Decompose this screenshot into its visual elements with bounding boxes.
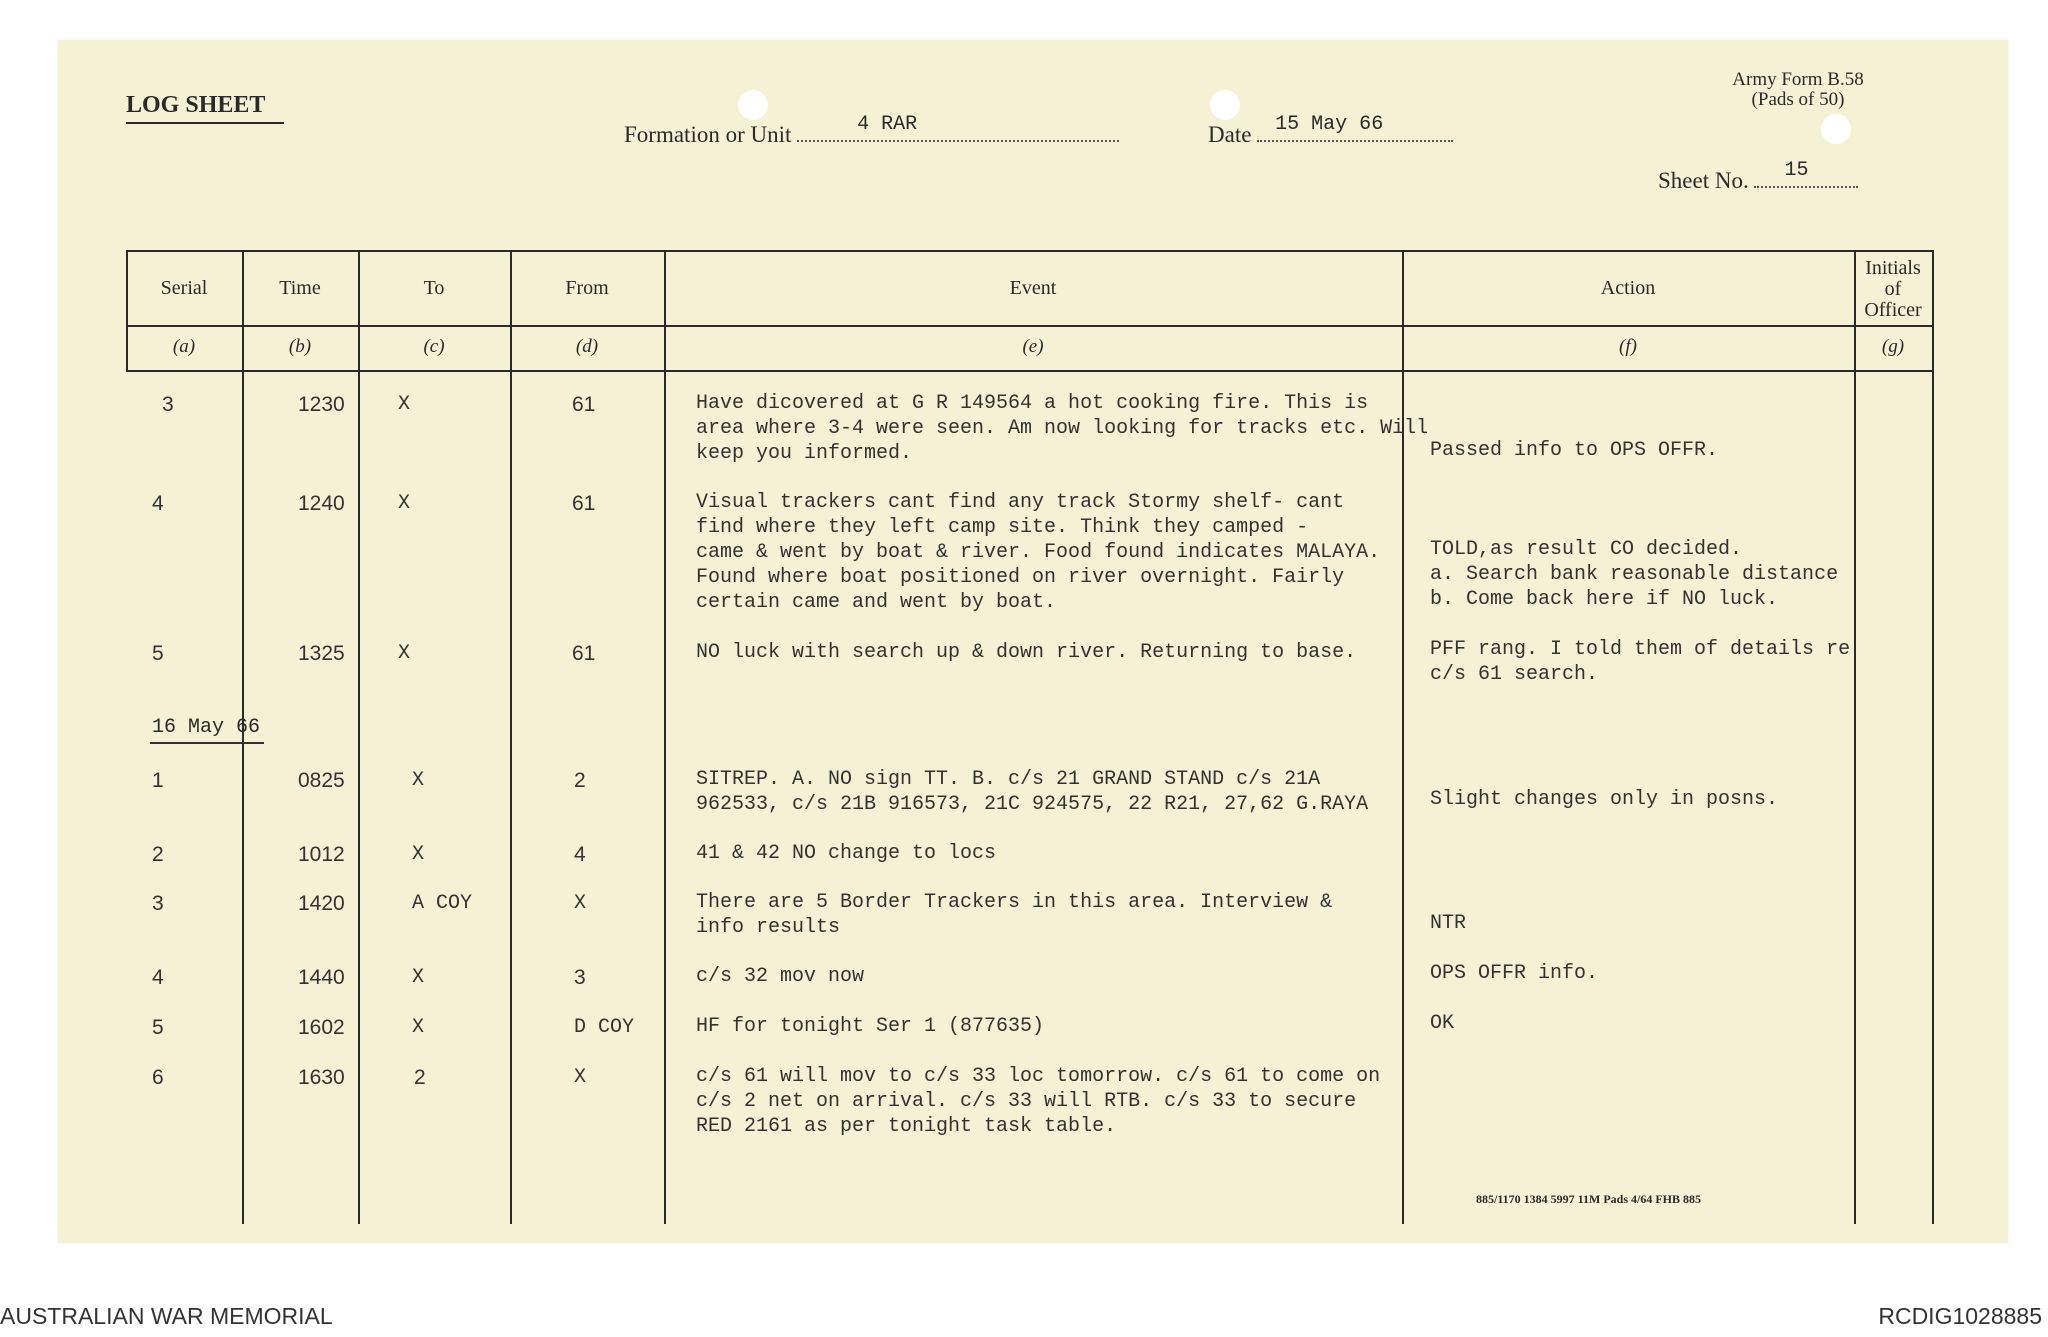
event-cell: HF for tonight Ser 1 (877635)	[696, 1015, 1045, 1038]
table-right-border	[1932, 250, 1934, 1224]
action-cell: TOLD,as result CO decided. a. Search bank reasonable distance b. Come back here if NO luck.	[1430, 538, 1839, 611]
serial-cell: 6	[152, 1066, 164, 1089]
date-label: Date	[1208, 122, 1252, 147]
time-cell: 1230	[298, 393, 345, 416]
col-header-serial: Serial	[160, 277, 208, 299]
event-cell: SITREP. A. NO sign TT. B. c/s 21 GRAND STAND c/s 21A 962533, c/s 21B 916573, 21C 924575, 22 R21, 27,62 G.RAYA	[696, 768, 1369, 816]
time-cell: 1440	[298, 966, 345, 989]
action-cell: NTR	[1430, 912, 1467, 935]
time-cell: 1420	[298, 892, 345, 915]
form-ref-line1: Army Form B.58	[1732, 69, 1864, 90]
event-cell: Visual trackers cant find any track Stormy shelf- cant find where they left camp site. Think they camped - came & went by boat & river. Food found indicates MALAYA. Found where boat positioned on river overnight. Fairly certain came and went by boat.	[696, 491, 1381, 614]
archive-id: RCDIG1028885	[1878, 1303, 2042, 1329]
formation-label: Formation or Unit	[624, 122, 792, 147]
form-ref-line2: (Pads of 50)	[1751, 89, 1845, 110]
print-code: 885/1170 1384 5997 11M Pads 4/64 FHB 885	[1476, 1192, 1702, 1206]
time-cell: 1012	[298, 843, 345, 866]
serial-cell: 5	[152, 642, 164, 665]
action-cell: Passed info to OPS OFFR.	[1430, 439, 1719, 462]
col-letter-g: (g)	[1881, 336, 1905, 357]
time-cell: 1325	[298, 642, 345, 665]
col-letter-e: (e)	[1022, 336, 1044, 357]
column-divider	[1854, 250, 1856, 1224]
to-cell: 2	[414, 1066, 426, 1089]
col-letter-f: (f)	[1619, 336, 1637, 357]
date-divider-underline	[150, 742, 264, 744]
to-cell: X	[412, 966, 425, 989]
event-cell: 41 & 42 NO change to locs	[696, 842, 997, 865]
action-cell: OPS OFFR info.	[1430, 962, 1599, 985]
col-letter-c: (c)	[423, 336, 445, 357]
col-header-action: Action	[1600, 277, 1656, 299]
action-cell: Slight changes only in posns.	[1430, 788, 1779, 811]
form-title: LOG SHEET	[126, 92, 266, 118]
from-cell: 2	[574, 769, 586, 792]
column-divider	[358, 250, 360, 1224]
from-cell: 61	[572, 393, 596, 416]
event-cell: c/s 32 mov now	[696, 965, 865, 988]
serial-cell: 1	[152, 769, 164, 792]
col-letter-a: (a)	[172, 336, 196, 357]
event-cell: There are 5 Border Trackers in this area. Interview & info results	[696, 891, 1333, 939]
serial-cell: 4	[152, 492, 164, 515]
to-cell: X	[412, 769, 425, 792]
col-header-event: Event	[1009, 277, 1057, 299]
header-divider	[126, 325, 1932, 327]
from-cell: X	[574, 1066, 587, 1089]
event-cell: Have dicovered at G R 149564 a hot cooking fire. This is area where 3-4 were seen. Am now looking for tracks etc. Will keep you informed.	[696, 392, 1429, 465]
col-header-from: From	[565, 277, 609, 299]
formation-value: 4 RAR	[857, 113, 918, 136]
col-header-initials-line2: of	[1884, 278, 1902, 300]
to-cell: X	[412, 1016, 425, 1039]
col-header-to: To	[423, 277, 445, 299]
time-cell: 0825	[298, 769, 345, 792]
col-header-initials	[1854, 258, 1932, 321]
to-cell: X	[398, 492, 411, 515]
serial-cell: 2	[152, 843, 164, 866]
to-cell: X	[398, 393, 411, 416]
serial-cell: 5	[152, 1016, 164, 1039]
column-divider	[664, 250, 666, 1224]
column-divider	[510, 250, 512, 1224]
time-cell: 1630	[298, 1066, 345, 1089]
from-cell: X	[574, 892, 587, 915]
letter-row-divider	[126, 370, 1932, 372]
serial-cell: 4	[152, 966, 164, 989]
to-cell: A COY	[412, 892, 473, 915]
action-cell: OK	[1430, 1012, 1455, 1035]
col-header-initials-line1: Initials	[1865, 257, 1921, 279]
log-sheet-paper	[58, 40, 2008, 1243]
sheet-label: Sheet No.	[1658, 168, 1749, 193]
serial-cell: 3	[152, 892, 164, 915]
date-divider: 16 May 66	[152, 716, 261, 739]
time-cell: 1240	[298, 492, 345, 515]
action-cell: PFF rang. I told them of details re c/s 61 search.	[1430, 638, 1851, 686]
from-cell: 4	[574, 843, 586, 866]
col-header-time: Time	[279, 277, 321, 299]
time-cell: 1602	[298, 1016, 345, 1039]
serial-cell: 3	[162, 393, 174, 416]
from-cell: D COY	[574, 1016, 635, 1039]
col-letter-d: (d)	[575, 336, 599, 357]
from-cell: 61	[572, 642, 596, 665]
col-header-initials-line3: Officer	[1864, 299, 1922, 321]
date-value: 15 May 66	[1275, 113, 1384, 136]
archive-caption: AUSTRALIAN WAR MEMORIAL	[0, 1303, 333, 1329]
from-cell: 61	[572, 492, 596, 515]
to-cell: X	[412, 843, 425, 866]
event-cell: c/s 61 will mov to c/s 33 loc tomorrow. c/s 61 to come on c/s 2 net on arrival. c/s 33 will RTB. c/s 33 to secure RED 2161 as per tonight task table.	[696, 1065, 1381, 1138]
table-top-border	[126, 250, 1932, 252]
col-letter-b: (b)	[288, 336, 312, 357]
sheet-value: 15	[1784, 159, 1809, 182]
from-cell: 3	[574, 966, 586, 989]
event-cell: NO luck with search up & down river. Returning to base.	[696, 641, 1357, 664]
to-cell: X	[398, 642, 411, 665]
